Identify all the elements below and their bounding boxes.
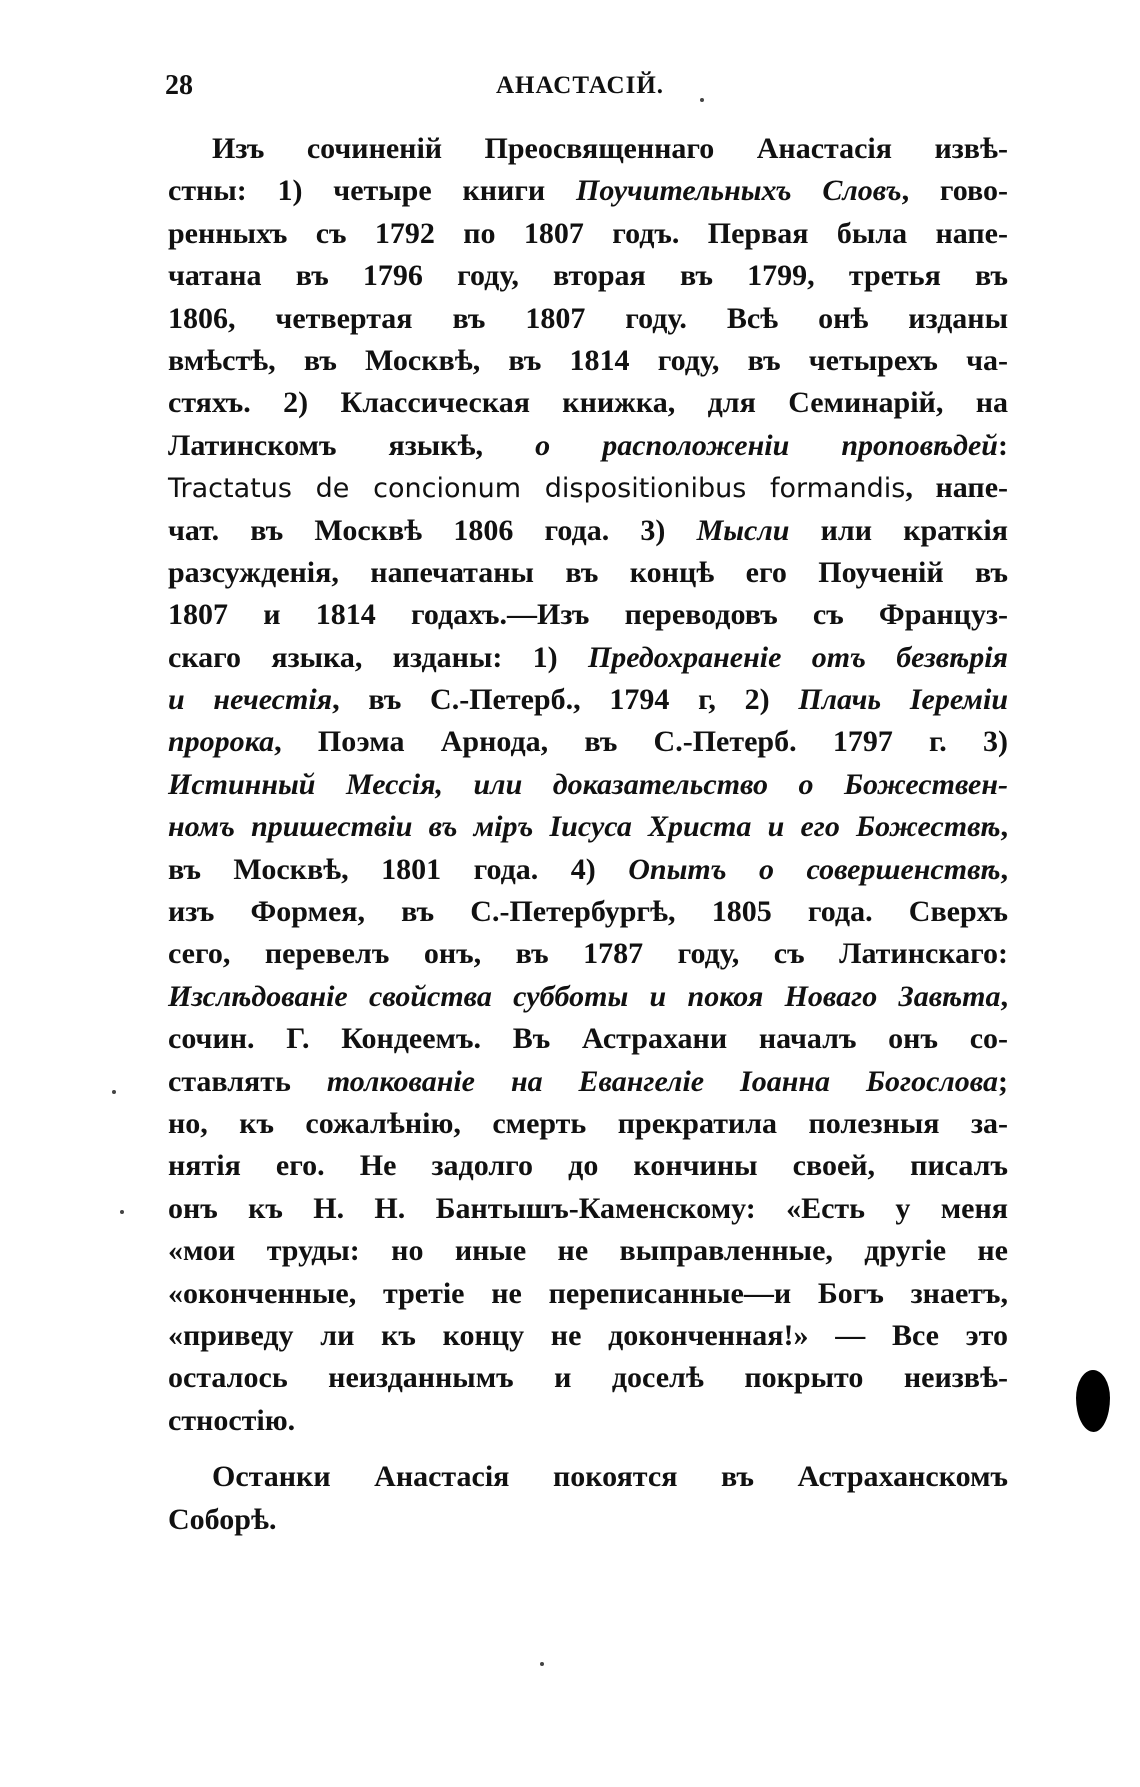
ink-speck xyxy=(112,1090,116,1094)
text-line xyxy=(168,1456,1008,1498)
text-line xyxy=(168,637,1008,679)
text-line xyxy=(168,849,1008,891)
text-line xyxy=(168,806,1008,848)
text-line xyxy=(168,1315,1008,1357)
text-segment: скаго языка, изданы: 1) xyxy=(168,640,588,674)
text-segment: Изъ сочиненій Преосвященнаго Анастасія извѣ- xyxy=(212,132,1008,165)
text-segment: въ Москвѣ, 1801 года. 4) xyxy=(168,852,629,886)
text-segment: , xyxy=(1000,810,1008,844)
text-segment: , xyxy=(1000,979,1008,1013)
page-number: 28 xyxy=(165,70,193,101)
text-line xyxy=(168,170,1008,212)
text-line xyxy=(168,891,1008,933)
text-line xyxy=(168,679,1008,721)
text-line xyxy=(168,425,1008,467)
text-segment: сочин. Г. Кондеемъ. Въ Астрахани началъ онъ со- xyxy=(168,1022,1008,1056)
italic-title: толкованіе на Евангеліе Іоанна Богослова xyxy=(326,1064,999,1098)
italic-title: пророка xyxy=(168,725,275,759)
italic-title: Поучительныхъ Словъ xyxy=(575,174,902,208)
text-segment: нятія его. Не задолго до кончины своей, писалъ xyxy=(168,1149,1008,1183)
text-segment: «оконченные, третіе не переписанные—и Богъ знаетъ, xyxy=(168,1276,1008,1310)
text-line xyxy=(168,594,1008,636)
text-segment: , гово- xyxy=(901,174,1008,208)
text-segment: сего, перевелъ онъ, въ 1787 году, съ Латинскаго: xyxy=(168,937,1008,971)
text-line xyxy=(168,976,1008,1018)
italic-title: Изслѣдованіе свойства субботы и покоя Новаго Завѣта xyxy=(168,979,1001,1013)
text-segment: , xyxy=(1000,852,1008,886)
text-segment: ; xyxy=(998,1064,1009,1098)
text-line xyxy=(168,1188,1008,1230)
text-segment: чат. въ Москвѣ 1806 года. 3) xyxy=(168,513,697,547)
ink-blot xyxy=(1076,1370,1110,1432)
paragraph-gap xyxy=(168,1442,1008,1456)
text-line xyxy=(168,340,1008,382)
text-line xyxy=(168,382,1008,424)
text-segment: Останки Анастасія покоятся въ Астраханскомъ xyxy=(212,1460,1008,1494)
text-segment: чатана въ 1796 году, вторая въ 1799, третья въ xyxy=(168,259,1008,293)
text-segment: ренныхъ съ 1792 по 1807 годъ. Первая была напе- xyxy=(168,216,1008,250)
text-line xyxy=(168,510,1008,552)
ink-speck xyxy=(700,98,704,102)
text-segment: или краткія xyxy=(789,513,1008,547)
text-segment: «мои труды: но иные не выправленные, другіе не xyxy=(168,1234,1008,1268)
page-header xyxy=(165,70,995,110)
text-segment: 1807 и 1814 годахъ.—Изъ переводовъ съ Француз- xyxy=(168,598,1008,632)
text-line xyxy=(168,1230,1008,1272)
italic-title: Опытъ о совершенствѣ xyxy=(628,852,1001,886)
italic-title: номъ пришествіи въ міръ Іисуса Христа и его Божествѣ xyxy=(168,810,1001,844)
text-segment: ставлять xyxy=(168,1064,327,1098)
text-segment: , въ С.-Петерб., 1794 г, 2) xyxy=(332,683,799,717)
text-line xyxy=(168,721,1008,763)
italic-title: и нечестія xyxy=(168,683,333,717)
text-line xyxy=(168,467,1008,509)
text-line xyxy=(168,933,1008,975)
text-segment: стностію. xyxy=(168,1403,296,1437)
text-line xyxy=(168,1145,1008,1187)
text-line xyxy=(168,298,1008,340)
text-segment: стяхъ. 2) Классическая книжка, для Семинарій, на xyxy=(168,386,1008,420)
text-segment: 1806, четвертая въ 1807 году. Всѣ онѣ изданы xyxy=(168,301,1008,335)
text-segment: , напе- xyxy=(905,471,1008,505)
text-line xyxy=(168,1061,1008,1103)
italic-title: Истинный Мессія, или доказательство о Божествен- xyxy=(168,767,1008,801)
paragraph-remains xyxy=(168,1456,1008,1541)
text-segment: Соборѣ. xyxy=(168,1502,277,1536)
text-line xyxy=(168,552,1008,594)
text-line xyxy=(168,213,1008,255)
text-segment: изъ Формея, въ С.-Петербургѣ, 1805 года. Сверхъ xyxy=(168,895,1008,929)
text-line xyxy=(168,1018,1008,1060)
ink-speck xyxy=(540,1662,544,1666)
text-segment: разсужденія, напечатаны въ концѣ его Поученій въ xyxy=(168,555,1008,589)
italic-title: Плачь Іереміи xyxy=(798,683,1008,717)
body-text xyxy=(168,128,1008,1541)
text-segment: Tractatus de concionum dispositionibus formandis xyxy=(168,473,906,505)
paragraph-works xyxy=(168,128,1008,1442)
text-segment: «приведу ли къ концу не доконченная!» — Все это xyxy=(168,1318,1008,1352)
text-line xyxy=(168,1499,1008,1541)
text-segment: стны: 1) четыре книги xyxy=(168,174,576,208)
text-line xyxy=(168,764,1008,806)
italic-title: Мысли xyxy=(696,513,790,547)
text-line xyxy=(168,1400,1008,1442)
text-line xyxy=(168,128,1008,170)
ink-speck xyxy=(120,1210,124,1214)
italic-title: о расположеніи проповѣдей xyxy=(535,428,998,462)
italic-title: Предохраненіе отъ безвѣрія xyxy=(587,640,1008,674)
text-segment: онъ къ Н. Н. Бантышъ-Каменскому: «Есть у меня xyxy=(168,1191,1008,1225)
running-head: АНАСТАСІЙ. xyxy=(495,72,665,99)
text-line xyxy=(168,1357,1008,1399)
text-segment: : xyxy=(998,428,1008,462)
text-segment: , Поэма Арнода, въ С.-Петерб. 1797 г. 3) xyxy=(274,725,1008,759)
text-segment: вмѣстѣ, въ Москвѣ, въ 1814 году, въ четырехъ ча- xyxy=(168,343,1008,377)
text-line xyxy=(168,1273,1008,1315)
text-line xyxy=(168,1103,1008,1145)
text-line xyxy=(168,255,1008,297)
text-segment: осталось неизданнымъ и доселѣ покрыто неизвѣ- xyxy=(168,1361,1008,1395)
text-segment: но, къ сожалѣнію, смерть прекратила полезныя за- xyxy=(168,1106,1008,1140)
text-segment: Латинскомъ языкѣ, xyxy=(168,428,536,462)
